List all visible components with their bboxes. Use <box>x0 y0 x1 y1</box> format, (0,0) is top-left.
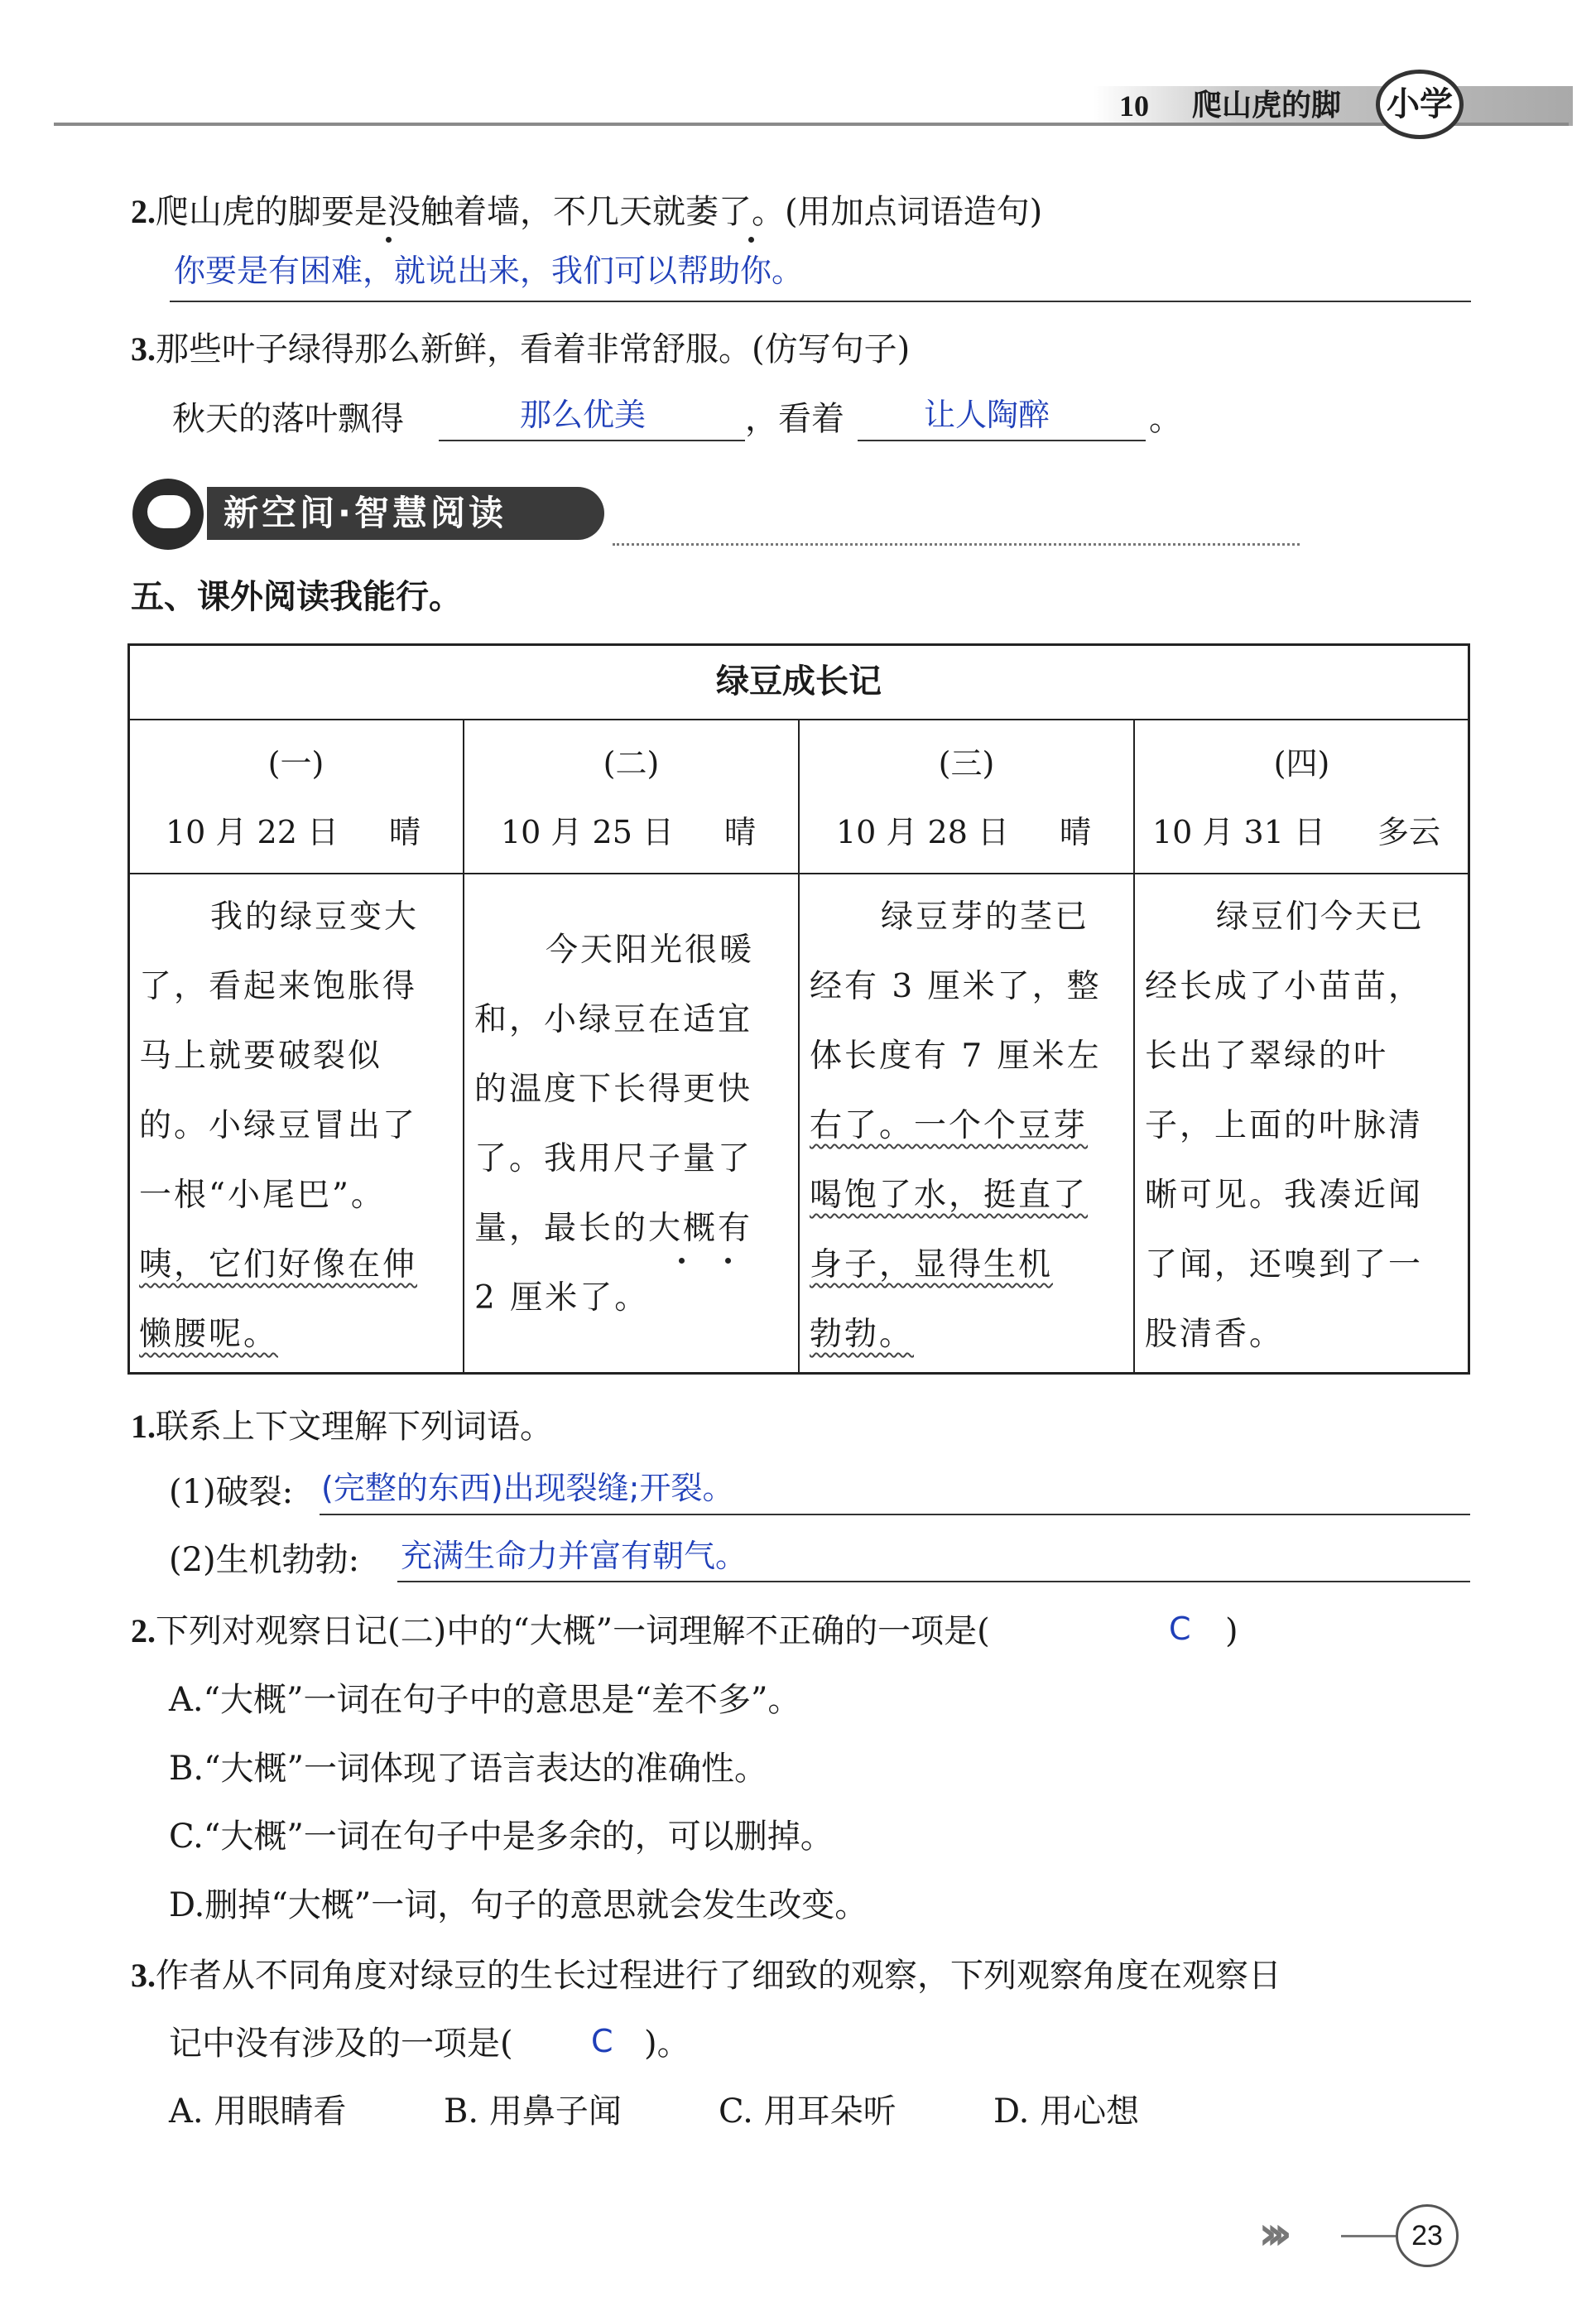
question-1: 1.联系上下文理解下列词语。 <box>131 1408 553 1446</box>
table-col-divider <box>1133 719 1135 1375</box>
q3-blank2-answer: 让人陶醉 <box>924 397 1050 433</box>
banner-dotted-rule <box>613 543 1300 546</box>
q2-option-c: C.“大概”一词在句子中是多余的，可以删掉。 <box>169 1818 834 1856</box>
section-heading: 五、课外阅读我能行。 <box>131 578 462 616</box>
q2-option-b: B.“大概”一词体现了语言表达的准确性。 <box>169 1750 768 1788</box>
page-number: 23 <box>1396 2204 1459 2267</box>
entry-3-date: 10 月 28 日 <box>836 814 1009 850</box>
q3-option-d: D. 用心想 <box>993 2092 1140 2131</box>
entry-4-date: 10 月 31 日 <box>1152 814 1325 850</box>
question-3: 3.作者从不同角度对绿豆的生长过程进行了细致的观察，下列观察角度在观察日 <box>131 1957 1281 1995</box>
lesson-title: 爬山虎的脚 <box>1192 89 1342 123</box>
question-3-top: 3.那些叶子绿得那么新鲜，看着非常舒服。(仿写句子) <box>131 330 911 368</box>
q2-option-d: D.删掉“大概”一词，句子的意思就会发生改变。 <box>169 1886 868 1924</box>
emphasis-dot <box>725 1258 731 1264</box>
emphasis-dot <box>679 1258 685 1264</box>
q3-option-a: A. 用眼睛看 <box>169 2092 347 2131</box>
entry-2-text: 今天阳光很暖 和，小绿豆在适宜 的温度下长得更快 了。我用尺子量了 量，最长的大概有 2 厘米了。 <box>474 932 755 1317</box>
q2-close: ) <box>1225 1612 1238 1650</box>
q3-end: 。 <box>1149 400 1182 438</box>
q3-option-b: B. 用鼻子闻 <box>444 2092 622 2131</box>
cloud-icon-shape <box>147 495 190 528</box>
entry-3-text: 绿豆芽的茎已 经有 3 厘米了，整 体长度有 7 厘米左 右了。一个个豆芽 喝饱了水，挺直了 身子，显得生机 勃勃。 <box>810 898 1102 1353</box>
q3-close: )。 <box>644 2025 690 2063</box>
q3-prefix: 秋天的落叶飘得 <box>172 400 404 438</box>
entry-2-weather: 晴 <box>724 814 757 850</box>
q2-answer: C <box>1169 1611 1191 1647</box>
entry-1-weather: 晴 <box>389 814 421 850</box>
question-2: 2.下列对观察日记(二)中的“大概”一词理解不正确的一项是( <box>131 1612 990 1650</box>
answer-q2-top: 你要是有困难，就说出来，我们可以帮助你。 <box>174 253 804 289</box>
entry-1-text: 我的绿豆变大 了，看起来饱胀得 马上就要破裂似 的。小绿豆冒出了 一根“小尾巴”。 咦，它们好像在伸 懒腰呢。 <box>139 898 420 1353</box>
emphasis-dot <box>386 237 392 243</box>
arrows-icon: ››› <box>1258 2207 1281 2261</box>
entry-4-weather: 多云 <box>1377 814 1441 850</box>
q3-answer: C <box>591 2023 613 2059</box>
entry-1-date: 10 月 22 日 <box>166 814 339 850</box>
question-2-top: 2.爬山虎的脚要是没触着墙，不几天就萎了。(用加点词语造句) <box>131 193 1043 231</box>
q3-blank1-answer: 那么优美 <box>520 397 647 433</box>
question-3-cont: 记中没有涉及的一项是( <box>169 2025 513 2063</box>
q3-blank2-line <box>858 440 1146 441</box>
entry-1-number: (一) <box>267 745 324 782</box>
q3-blank1-line <box>439 440 745 441</box>
q1-item-1-answer: (完整的东西)出现裂缝;开裂。 <box>321 1470 734 1506</box>
header-rule <box>54 123 1569 126</box>
table-col-divider <box>798 719 800 1375</box>
entry-2-date: 10 月 25 日 <box>501 814 674 850</box>
entry-2-number: (二) <box>603 745 660 782</box>
school-badge: 小学 <box>1376 70 1464 139</box>
lesson-number: 10 <box>1119 89 1149 123</box>
q2-option-a: A.“大概”一词在句子中的意思是“差不多”。 <box>169 1681 801 1719</box>
q1-item-1-label: (1)破裂: <box>169 1473 294 1511</box>
answer-line <box>320 1514 1470 1515</box>
entry-4-number: (四) <box>1273 745 1330 782</box>
emphasis-dot <box>748 237 754 243</box>
q1-item-2-label: (2)生机勃勃: <box>169 1541 360 1579</box>
table-col-divider <box>463 719 464 1375</box>
q1-item-2-answer: 充满生命力并富有朝气。 <box>401 1538 748 1574</box>
reading-title: 绿豆成长记 <box>716 662 882 701</box>
answer-line <box>397 1581 1470 1582</box>
entry-4-text: 绿豆们今天已 经长成了小苗苗， 长出了翠绿的叶 子，上面的叶脉清 晰可见。我凑近闻 了闻，还嗅到了一 股清香。 <box>1145 898 1425 1353</box>
entry-3-number: (三) <box>938 745 995 782</box>
q3-middle: ，看着 <box>745 400 844 438</box>
section-banner-text: 新空间·智慧阅读 <box>224 493 507 533</box>
answer-line <box>170 301 1471 302</box>
q3-option-c: C. 用耳朵听 <box>719 2092 897 2131</box>
footer-rule <box>1341 2235 1396 2237</box>
entry-3-weather: 晴 <box>1060 814 1092 850</box>
